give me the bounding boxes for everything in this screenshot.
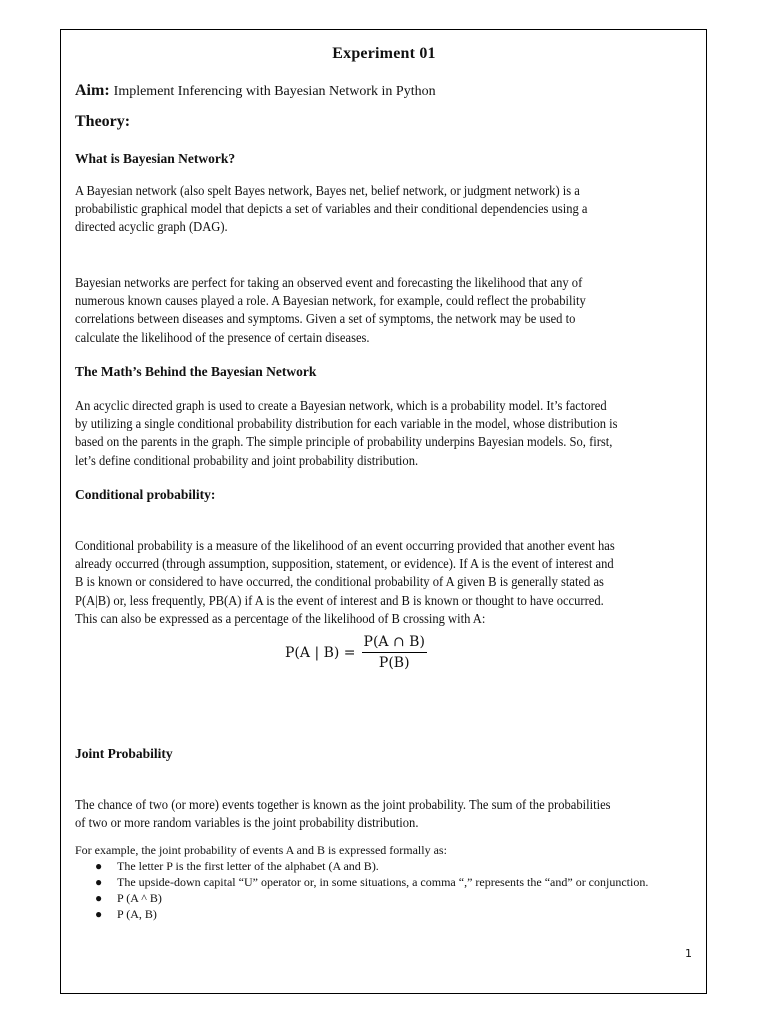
bullet-icon: ● xyxy=(95,891,103,905)
list-item-text: P (A, B) xyxy=(117,907,157,921)
list-item-text: The upside-down capital “U” operator or, in some situations, a comma “,” represents the “and” or conjunction. xyxy=(117,875,649,889)
text-line: P(A|B) or, less frequently, PB(A) if A is the event of interest and B is known or thought to have occurred. xyxy=(75,592,604,608)
bullet-icon: ● xyxy=(95,859,103,873)
paragraph-joint xyxy=(75,796,656,832)
formula-fraction xyxy=(362,634,427,671)
heading-math-behind: The Math’s Behind the Bayesian Network xyxy=(75,364,317,379)
text-line: Conditional probability is a measure of the likelihood of an event occurring provided that another event has xyxy=(75,538,615,553)
paragraph-definition xyxy=(75,182,656,237)
list-item-text: P (A ^ B) xyxy=(117,891,162,905)
paragraph-conditional xyxy=(75,537,656,628)
heading-joint-probability: Joint Probability xyxy=(75,746,173,761)
heading-conditional-probability: Conditional probability: xyxy=(75,487,216,502)
theory-heading: Theory: xyxy=(75,113,131,130)
example-intro: For example, the joint probability of events A and B is expressed formally as: xyxy=(75,843,447,857)
list-item xyxy=(75,874,648,890)
text-line: of two or more random variables is the joint probability distribution. xyxy=(75,815,419,831)
text-line: based on the parents in the graph. The simple principle of probability underpins Bayesian models. So, first, xyxy=(75,434,613,450)
formula-denominator: P(B) xyxy=(378,655,410,671)
text-line: correlations between diseases and symptoms. Given a set of symptoms, the network may be used to xyxy=(75,311,576,327)
page-number: 1 xyxy=(685,947,692,960)
paragraph-math xyxy=(75,397,656,470)
text-line: already occurred (through assumption, supposition, statement, or evidence). If A is the event of interest and xyxy=(75,556,614,572)
bullet-list xyxy=(75,858,648,922)
aim-text: Implement Inferencing with Bayesian Network in Python xyxy=(113,84,436,99)
formula-numerator: P(A ∩ B) xyxy=(362,634,427,653)
text-line: B is known or considered to have occurred, the conditional probability of A given B is generally stated as xyxy=(75,574,604,590)
page-title: Experiment 01 xyxy=(332,45,436,62)
text-line: numerous known causes played a role. A Bayesian network, for example, could reflect the probability xyxy=(75,293,586,309)
text-line: The chance of two (or more) events together is known as the joint probability. The sum of the probabilities xyxy=(75,797,611,812)
aim-line xyxy=(75,82,436,100)
text-line: probabilistic graphical model that depicts a set of variables and their conditional dependencies using a xyxy=(75,201,588,217)
text-line: let’s define conditional probability and joint probability distribution. xyxy=(75,452,419,468)
conditional-probability-formula xyxy=(285,634,427,671)
bullet-icon: ● xyxy=(95,875,103,889)
formula-lhs: P(A | B) = xyxy=(285,644,356,661)
bullet-icon: ● xyxy=(95,907,103,921)
heading-what-is-bayesian-network: What is Bayesian Network? xyxy=(75,151,236,166)
list-item xyxy=(75,906,648,922)
aim-label: Aim: xyxy=(75,82,110,99)
list-item xyxy=(75,858,648,874)
text-line: A Bayesian network (also spelt Bayes network, Bayes net, belief network, or judgment network) is a xyxy=(75,183,580,198)
text-line: This can also be expressed as a percentage of the likelihood of B crossing with A: xyxy=(75,610,486,626)
paragraph-use-case xyxy=(75,274,656,347)
text-line: Bayesian networks are perfect for taking an observed event and forecasting the likelihood that any of xyxy=(75,275,583,290)
list-item-text: The letter P is the first letter of the alphabet (A and B). xyxy=(117,859,379,873)
text-line: directed acyclic graph (DAG). xyxy=(75,219,228,235)
text-line: by utilizing a single conditional probability distribution for each variable in the model, whose distribution is xyxy=(75,416,618,432)
text-line: calculate the likelihood of the presence of certain diseases. xyxy=(75,329,370,345)
list-item xyxy=(75,890,648,906)
text-line: An acyclic directed graph is used to create a Bayesian network, which is a probability model. It’s factored xyxy=(75,398,607,413)
